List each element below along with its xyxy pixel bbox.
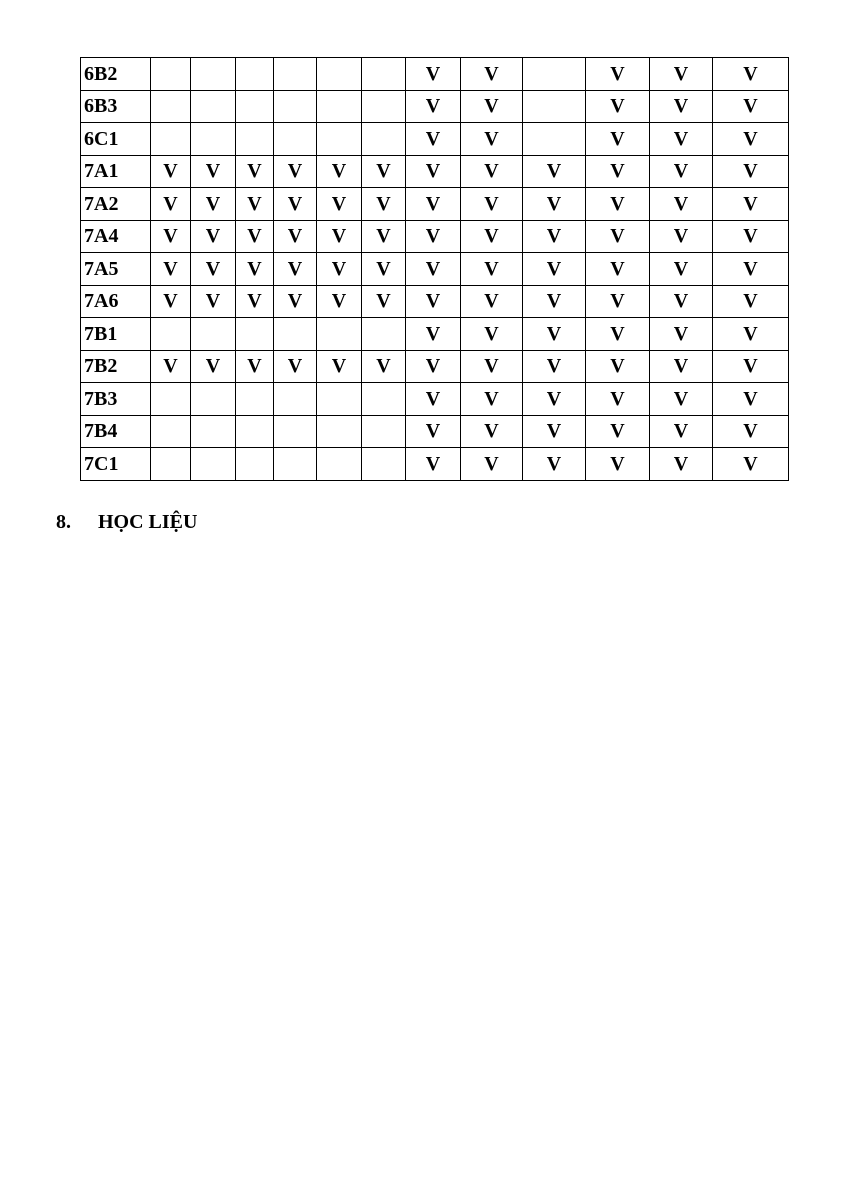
mark-cell: V: [650, 448, 713, 481]
table-row: [81, 350, 789, 383]
mark-cell: [191, 448, 236, 481]
mark-cell: V: [650, 383, 713, 416]
mark-cell: V: [406, 220, 461, 253]
mark-cell: V: [461, 350, 523, 383]
mark-cell: [274, 58, 317, 91]
mark-cell: V: [650, 220, 713, 253]
mark-cell: V: [191, 188, 236, 221]
mark-cell: V: [586, 415, 650, 448]
mark-cell: V: [586, 350, 650, 383]
mark-cell: V: [586, 383, 650, 416]
mark-cell: [523, 58, 586, 91]
mark-cell: V: [274, 188, 317, 221]
mark-cell: V: [151, 350, 191, 383]
mark-cell: V: [650, 188, 713, 221]
row-code-cell: 6C1: [81, 123, 151, 156]
mark-cell: V: [650, 123, 713, 156]
mark-cell: [274, 123, 317, 156]
mark-cell: V: [317, 220, 362, 253]
mark-cell: V: [713, 253, 789, 286]
mark-cell: V: [650, 350, 713, 383]
mark-cell: V: [461, 220, 523, 253]
mark-cell: V: [362, 285, 406, 318]
mark-cell: V: [713, 123, 789, 156]
mapping-table: [80, 57, 789, 481]
mark-cell: V: [406, 58, 461, 91]
mark-cell: [191, 383, 236, 416]
mark-cell: [362, 58, 406, 91]
mark-cell: V: [151, 285, 191, 318]
mark-cell: V: [461, 383, 523, 416]
mark-cell: V: [586, 318, 650, 351]
table-row: [81, 383, 789, 416]
row-code-cell: 6B2: [81, 58, 151, 91]
mark-cell: V: [236, 155, 274, 188]
mark-cell: [191, 318, 236, 351]
mark-cell: V: [713, 448, 789, 481]
mark-cell: V: [586, 285, 650, 318]
table-row: [81, 188, 789, 221]
mark-cell: [362, 448, 406, 481]
mark-cell: V: [523, 220, 586, 253]
mark-cell: V: [461, 188, 523, 221]
mark-cell: V: [586, 448, 650, 481]
mark-cell: V: [650, 415, 713, 448]
mark-cell: [151, 58, 191, 91]
table-row: [81, 220, 789, 253]
mark-cell: V: [274, 155, 317, 188]
table-row: [81, 285, 789, 318]
mark-cell: [191, 58, 236, 91]
row-code-cell: 7A2: [81, 188, 151, 221]
mark-cell: V: [274, 253, 317, 286]
section-heading: [56, 511, 197, 534]
row-code-cell: 7A1: [81, 155, 151, 188]
mark-cell: V: [362, 253, 406, 286]
row-code-cell: 7A6: [81, 285, 151, 318]
mark-cell: V: [586, 253, 650, 286]
mark-cell: V: [461, 285, 523, 318]
mark-cell: V: [191, 285, 236, 318]
mark-cell: [317, 90, 362, 123]
mark-cell: [236, 90, 274, 123]
mark-cell: V: [317, 285, 362, 318]
mark-cell: V: [713, 383, 789, 416]
mark-cell: V: [523, 253, 586, 286]
mark-cell: [362, 415, 406, 448]
mark-cell: V: [151, 220, 191, 253]
mark-cell: V: [523, 383, 586, 416]
mark-cell: V: [650, 155, 713, 188]
row-code-cell: 7A5: [81, 253, 151, 286]
mark-cell: V: [317, 350, 362, 383]
mark-cell: V: [406, 90, 461, 123]
row-code-cell: 7C1: [81, 448, 151, 481]
mark-cell: V: [191, 253, 236, 286]
mark-cell: V: [586, 90, 650, 123]
mark-cell: [236, 318, 274, 351]
table-row: [81, 415, 789, 448]
mark-cell: V: [406, 415, 461, 448]
table-row: [81, 318, 789, 351]
mark-cell: V: [406, 155, 461, 188]
mark-cell: V: [523, 155, 586, 188]
mark-cell: [151, 448, 191, 481]
mark-cell: [151, 415, 191, 448]
mark-cell: V: [362, 350, 406, 383]
mark-cell: V: [586, 58, 650, 91]
mark-cell: V: [406, 188, 461, 221]
mark-cell: V: [713, 220, 789, 253]
mark-cell: [317, 123, 362, 156]
mark-cell: [151, 318, 191, 351]
mark-cell: V: [586, 220, 650, 253]
mark-cell: V: [461, 448, 523, 481]
mark-cell: V: [713, 155, 789, 188]
mark-cell: [362, 90, 406, 123]
mapping-table-body: [81, 58, 789, 481]
mark-cell: [236, 415, 274, 448]
mark-cell: V: [650, 90, 713, 123]
mark-cell: V: [461, 90, 523, 123]
mark-cell: [151, 123, 191, 156]
mark-cell: V: [650, 318, 713, 351]
mark-cell: V: [713, 415, 789, 448]
mark-cell: V: [461, 318, 523, 351]
mark-cell: V: [406, 350, 461, 383]
mark-cell: V: [523, 285, 586, 318]
mark-cell: V: [191, 155, 236, 188]
mark-cell: [274, 448, 317, 481]
mark-cell: V: [713, 58, 789, 91]
mark-cell: V: [406, 383, 461, 416]
mark-cell: V: [586, 188, 650, 221]
mark-cell: [274, 318, 317, 351]
mark-cell: V: [191, 220, 236, 253]
mark-cell: [523, 123, 586, 156]
row-code-cell: 7B1: [81, 318, 151, 351]
mark-cell: V: [650, 285, 713, 318]
mark-cell: [191, 415, 236, 448]
mark-cell: [191, 90, 236, 123]
mark-cell: V: [713, 90, 789, 123]
mark-cell: V: [523, 415, 586, 448]
table-row: [81, 58, 789, 91]
table-row: [81, 155, 789, 188]
mark-cell: [317, 318, 362, 351]
row-code-cell: 6B3: [81, 90, 151, 123]
mark-cell: [317, 448, 362, 481]
section-number: 8.: [56, 511, 71, 533]
mark-cell: [151, 90, 191, 123]
mark-cell: [523, 90, 586, 123]
mark-cell: V: [236, 350, 274, 383]
table-row: [81, 448, 789, 481]
table-row: [81, 253, 789, 286]
mark-cell: V: [236, 285, 274, 318]
mark-cell: V: [713, 318, 789, 351]
mark-cell: [236, 383, 274, 416]
mark-cell: [236, 448, 274, 481]
mark-cell: V: [236, 220, 274, 253]
mark-cell: V: [586, 155, 650, 188]
mark-cell: V: [317, 188, 362, 221]
mark-cell: V: [713, 350, 789, 383]
mark-cell: V: [274, 350, 317, 383]
mark-cell: V: [317, 155, 362, 188]
mark-cell: [362, 318, 406, 351]
mark-cell: V: [406, 253, 461, 286]
mark-cell: V: [151, 253, 191, 286]
mark-cell: [236, 123, 274, 156]
mark-cell: V: [406, 285, 461, 318]
mark-cell: V: [523, 188, 586, 221]
mark-cell: V: [362, 220, 406, 253]
mark-cell: [274, 90, 317, 123]
section-title: HỌC LIỆU: [98, 511, 198, 533]
mark-cell: V: [523, 350, 586, 383]
mark-cell: [362, 383, 406, 416]
table-row: [81, 123, 789, 156]
mark-cell: V: [191, 350, 236, 383]
mark-cell: [274, 383, 317, 416]
table-row: [81, 90, 789, 123]
mark-cell: V: [236, 188, 274, 221]
row-code-cell: 7B2: [81, 350, 151, 383]
mark-cell: V: [362, 155, 406, 188]
mark-cell: V: [151, 155, 191, 188]
mark-cell: [362, 123, 406, 156]
mark-cell: V: [274, 220, 317, 253]
mark-cell: V: [151, 188, 191, 221]
mark-cell: V: [523, 318, 586, 351]
mark-cell: V: [461, 155, 523, 188]
row-code-cell: 7A4: [81, 220, 151, 253]
mark-cell: V: [461, 415, 523, 448]
mark-cell: [151, 383, 191, 416]
mark-cell: V: [650, 58, 713, 91]
mark-cell: V: [362, 188, 406, 221]
mark-cell: V: [406, 123, 461, 156]
mark-cell: V: [713, 188, 789, 221]
mark-cell: V: [461, 123, 523, 156]
mark-cell: V: [650, 253, 713, 286]
mark-cell: [236, 58, 274, 91]
mark-cell: V: [461, 58, 523, 91]
mark-cell: V: [236, 253, 274, 286]
mark-cell: [191, 123, 236, 156]
mark-cell: V: [406, 318, 461, 351]
mark-cell: V: [586, 123, 650, 156]
row-code-cell: 7B4: [81, 415, 151, 448]
mark-cell: V: [461, 253, 523, 286]
mark-cell: V: [406, 448, 461, 481]
mark-cell: [317, 415, 362, 448]
mark-cell: [317, 58, 362, 91]
mark-cell: [317, 383, 362, 416]
row-code-cell: 7B3: [81, 383, 151, 416]
mark-cell: [274, 415, 317, 448]
mark-cell: V: [317, 253, 362, 286]
mark-cell: V: [274, 285, 317, 318]
mark-cell: V: [713, 285, 789, 318]
mark-cell: V: [523, 448, 586, 481]
